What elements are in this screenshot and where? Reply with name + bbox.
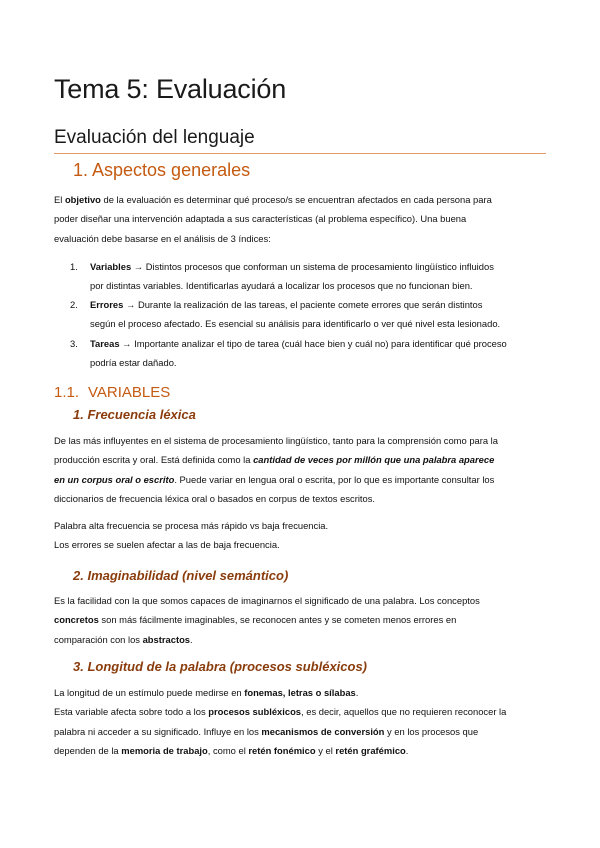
- paragraph-frecuencia: De las más influyentes en el sistema de procesamiento lingüístico, tanto para la comprensión como para la producción escrita y oral. Está definida como la cantidad de veces por millón que una palabra aparece en un corpus oral o escrito. Puede variar en lengua oral o escrita, por lo que es importante consultar los diccionarios de frecuencia léxica oral o basados en corpus de textos escritos.: [54, 435, 498, 505]
- paragraph-frecuencia-2: Palabra alta frecuencia se procesa más rápido vs baja frecuencia. Los errores se suelen afectar a las de baja frecuencia.: [54, 520, 329, 551]
- emphasis: cantidad de veces por millón que una palabra aparece: [253, 454, 495, 466]
- page-title: Tema 5: Evaluación: [54, 74, 287, 104]
- paragraph-longitud: La longitud de un estímulo puede medirse en fonemas, letras o sílabas. Esta variable afecta sobre todo a los procesos subléxicos, es decir, aquellos que no requieren reconocer la palabra ni acceder a su significado. Influye en los mecanismos de conversión y en los procesos que dependen de la memoria de trabajo, como el retén fonémico y el retén grafémico.: [54, 687, 507, 757]
- bold-term: memoria de trabajo: [121, 745, 208, 757]
- list-item-variables: 1. Variables → Distintos procesos que conforman un sistema de procesamiento lingüístico influidos por distintas variables. Identificarlas ayudará a localizar los procesos que no funcionan bien.: [90, 257, 494, 296]
- bold-term: retén grafémico: [335, 745, 406, 757]
- heading-frecuencia-lexica: 1. Frecuencia léxica: [73, 407, 196, 422]
- list-item-tareas: 3. Tareas → Importante analizar el tipo de tarea (cuál hace bien y cuál no) para identificar qué proceso podría estar dañado.: [90, 334, 507, 373]
- section-title: Evaluación del lenguaje: [54, 127, 255, 148]
- heading-variables: 1.1. VARIABLES: [54, 384, 171, 401]
- divider: [54, 153, 546, 154]
- bold-term: fonemas, letras o sílabas: [244, 687, 356, 698]
- arrow-icon: →: [123, 299, 138, 310]
- intro-paragraph: [54, 190, 492, 248]
- intro-line: El objetivo de la evaluación es determinar qué proceso/s se encuentran afectados en cada persona para: [54, 194, 492, 205]
- intro-line: poder diseñar una intervención adaptada a sus características (al problema específico). Una buena: [54, 213, 467, 225]
- bold-term: objetivo: [64, 194, 101, 205]
- arrow-icon: →: [119, 338, 135, 349]
- arrow-icon: →: [131, 261, 146, 272]
- heading-imaginabilidad: 2. Imaginabilidad (nivel semántico): [73, 568, 289, 583]
- list-number: 3.: [70, 338, 78, 349]
- list-item-errores: 2. Errores → Durante la realización de las tareas, el paciente comete errores que serán distintos según el proceso afectado. Es esencial su análisis para identificarlo o ver qué nivel esta lesionado.: [90, 295, 500, 334]
- list-term: Tareas: [90, 338, 120, 349]
- heading-longitud: 3. Longitud de la palabra (procesos subléxicos): [73, 659, 368, 674]
- paragraph-imaginabilidad: Es la facilidad con la que somos capaces de imaginarnos el significado de una palabra. Los conceptos concretos son más fácilmente imaginables, se reconocen antes y se cometen menos errores en comparación con los abstractos.: [54, 595, 480, 645]
- list-number: 1.: [70, 261, 78, 272]
- heading-aspectos-generales: 1. Aspectos generales: [73, 160, 251, 180]
- bold-term: concretos: [54, 614, 99, 626]
- list-term: Errores: [90, 299, 124, 310]
- bold-term: mecanismos de conversión: [261, 725, 385, 737]
- list-number: 2.: [70, 299, 78, 310]
- bold-term: abstractos: [142, 633, 191, 645]
- bold-term: retén fonémico: [248, 745, 316, 757]
- list-term: Variables: [90, 261, 132, 272]
- emphasis: en un corpus oral o escrito: [54, 473, 175, 485]
- bold-term: procesos subléxicos: [208, 706, 302, 718]
- intro-line: evaluación debe basarse en el análisis de 3 índices:: [54, 232, 271, 244]
